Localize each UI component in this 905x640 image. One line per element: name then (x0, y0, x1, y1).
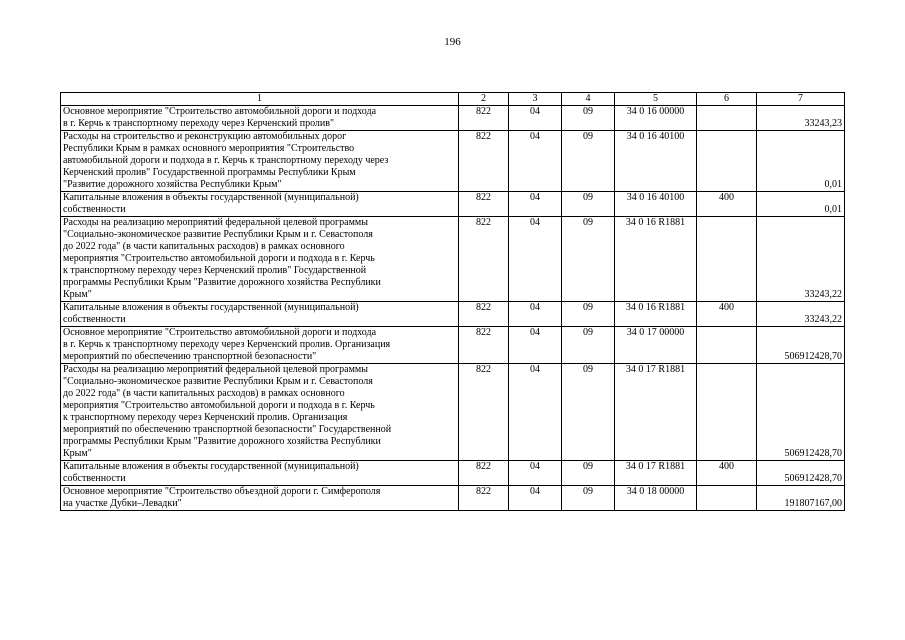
grbs-cell: 822 (459, 486, 509, 511)
header-cell: 3 (509, 93, 562, 106)
section-cell: 04 (509, 461, 562, 486)
description-cell: Капитальные вложения в объекты государственной (муниципальной) собственности (61, 192, 459, 217)
section-cell: 04 (509, 131, 562, 192)
expense-type-cell (697, 131, 757, 192)
target-article-cell: 34 0 16 R1881 (615, 302, 697, 327)
header-cell: 6 (697, 93, 757, 106)
description-cell: Капитальные вложения в объекты государственной (муниципальной) собственности (61, 302, 459, 327)
target-article-cell: 34 0 16 R1881 (615, 217, 697, 302)
subsection-cell: 09 (562, 217, 615, 302)
section-cell: 04 (509, 302, 562, 327)
table-row (61, 461, 845, 486)
section-cell: 04 (509, 327, 562, 364)
grbs-cell: 822 (459, 106, 509, 131)
grbs-cell: 822 (459, 364, 509, 461)
section-cell: 04 (509, 486, 562, 511)
table-row (61, 192, 845, 217)
amount-cell: 33243,23 (757, 106, 845, 131)
header-cell: 4 (562, 93, 615, 106)
target-article-cell: 34 0 18 00000 (615, 486, 697, 511)
expense-type-cell: 400 (697, 461, 757, 486)
amount-cell: 33243,22 (757, 302, 845, 327)
target-article-cell: 34 0 17 R1881 (615, 461, 697, 486)
amount-cell: 506912428,70 (757, 364, 845, 461)
subsection-cell: 09 (562, 106, 615, 131)
subsection-cell: 09 (562, 364, 615, 461)
target-article-cell: 34 0 16 40100 (615, 192, 697, 217)
expense-type-cell (697, 106, 757, 131)
description-cell: Основное мероприятие "Строительство автомобильной дороги и подхода в г. Керчь к транспортному переходу через Керченский пролив" (61, 106, 459, 131)
grbs-cell: 822 (459, 192, 509, 217)
expense-type-cell (697, 364, 757, 461)
grbs-cell: 822 (459, 461, 509, 486)
header-cell: 1 (61, 93, 459, 106)
description-cell: Расходы на реализацию мероприятий федеральной целевой программы "Социально-экономическое развитие Республики Крым и г. Севастополя до 2022 года" (в части капитальных расходов) в рамках основного мероприятия "Строительство автомобильной дороги и подхода в г. Керчь к транспортному переходу через Керченский пролив. Организация мероприятий по обеспечению транспортной безопасности" Государственной программы Республики Крым "Развитие дорожного хозяйства Республики Крым" (61, 364, 459, 461)
amount-cell: 0,01 (757, 131, 845, 192)
target-article-cell: 34 0 16 40100 (615, 131, 697, 192)
expense-type-cell: 400 (697, 192, 757, 217)
expense-type-cell (697, 217, 757, 302)
amount-cell: 506912428,70 (757, 327, 845, 364)
grbs-cell: 822 (459, 302, 509, 327)
grbs-cell: 822 (459, 217, 509, 302)
header-cell: 2 (459, 93, 509, 106)
table-row (61, 302, 845, 327)
expense-type-cell (697, 486, 757, 511)
table-row (61, 217, 845, 302)
expense-type-cell: 400 (697, 302, 757, 327)
section-cell: 04 (509, 364, 562, 461)
description-cell: Расходы на строительство и реконструкцию автомобильных дорог Республики Крым в рамках основного мероприятия "Строительство автомобильной дороги и подхода в г. Керчь к транспортному переходу через Керченский пролив" Государственной программы Республики Крым "Развитие дорожного хозяйства Республики Крым" (61, 131, 459, 192)
description-cell: Капитальные вложения в объекты государственной (муниципальной) собственности (61, 461, 459, 486)
amount-cell: 33243,22 (757, 217, 845, 302)
expense-type-cell (697, 327, 757, 364)
table-row (61, 364, 845, 461)
page-number: 196 (444, 36, 461, 48)
subsection-cell: 09 (562, 302, 615, 327)
table-row (61, 486, 845, 511)
subsection-cell: 09 (562, 486, 615, 511)
header-cell: 7 (757, 93, 845, 106)
section-cell: 04 (509, 217, 562, 302)
section-cell: 04 (509, 106, 562, 131)
header-cell: 5 (615, 93, 697, 106)
subsection-cell: 09 (562, 192, 615, 217)
grbs-cell: 822 (459, 131, 509, 192)
description-cell: Основное мероприятие "Строительство автомобильной дороги и подхода в г. Керчь к транспортному переходу через Керченский пролив. Организация мероприятий по обеспечению транспортной безопасности" (61, 327, 459, 364)
subsection-cell: 09 (562, 327, 615, 364)
table-row (61, 131, 845, 192)
target-article-cell: 34 0 17 00000 (615, 327, 697, 364)
subsection-cell: 09 (562, 461, 615, 486)
amount-cell: 0,01 (757, 192, 845, 217)
description-cell: Расходы на реализацию мероприятий федеральной целевой программы "Социально-экономическое развитие Республики Крым и г. Севастополя до 2022 года" (в части капитальных расходов) в рамках основного мероприятия "Строительство автомобильной дороги и подхода в г. Керчь к транспортному переходу через Керченский пролив" Государственной программы Республики Крым "Развитие дорожного хозяйства Республики Крым" (61, 217, 459, 302)
target-article-cell: 34 0 17 R1881 (615, 364, 697, 461)
table-row (61, 106, 845, 131)
subsection-cell: 09 (562, 131, 615, 192)
description-cell: Основное мероприятие "Строительство объездной дороги г. Симферополя на участке Дубки–Левадки" (61, 486, 459, 511)
grbs-cell: 822 (459, 327, 509, 364)
target-article-cell: 34 0 16 00000 (615, 106, 697, 131)
amount-cell: 506912428,70 (757, 461, 845, 486)
budget-table (60, 92, 845, 511)
table-row (61, 327, 845, 364)
section-cell: 04 (509, 192, 562, 217)
header-row (61, 93, 845, 106)
amount-cell: 191807167,00 (757, 486, 845, 511)
